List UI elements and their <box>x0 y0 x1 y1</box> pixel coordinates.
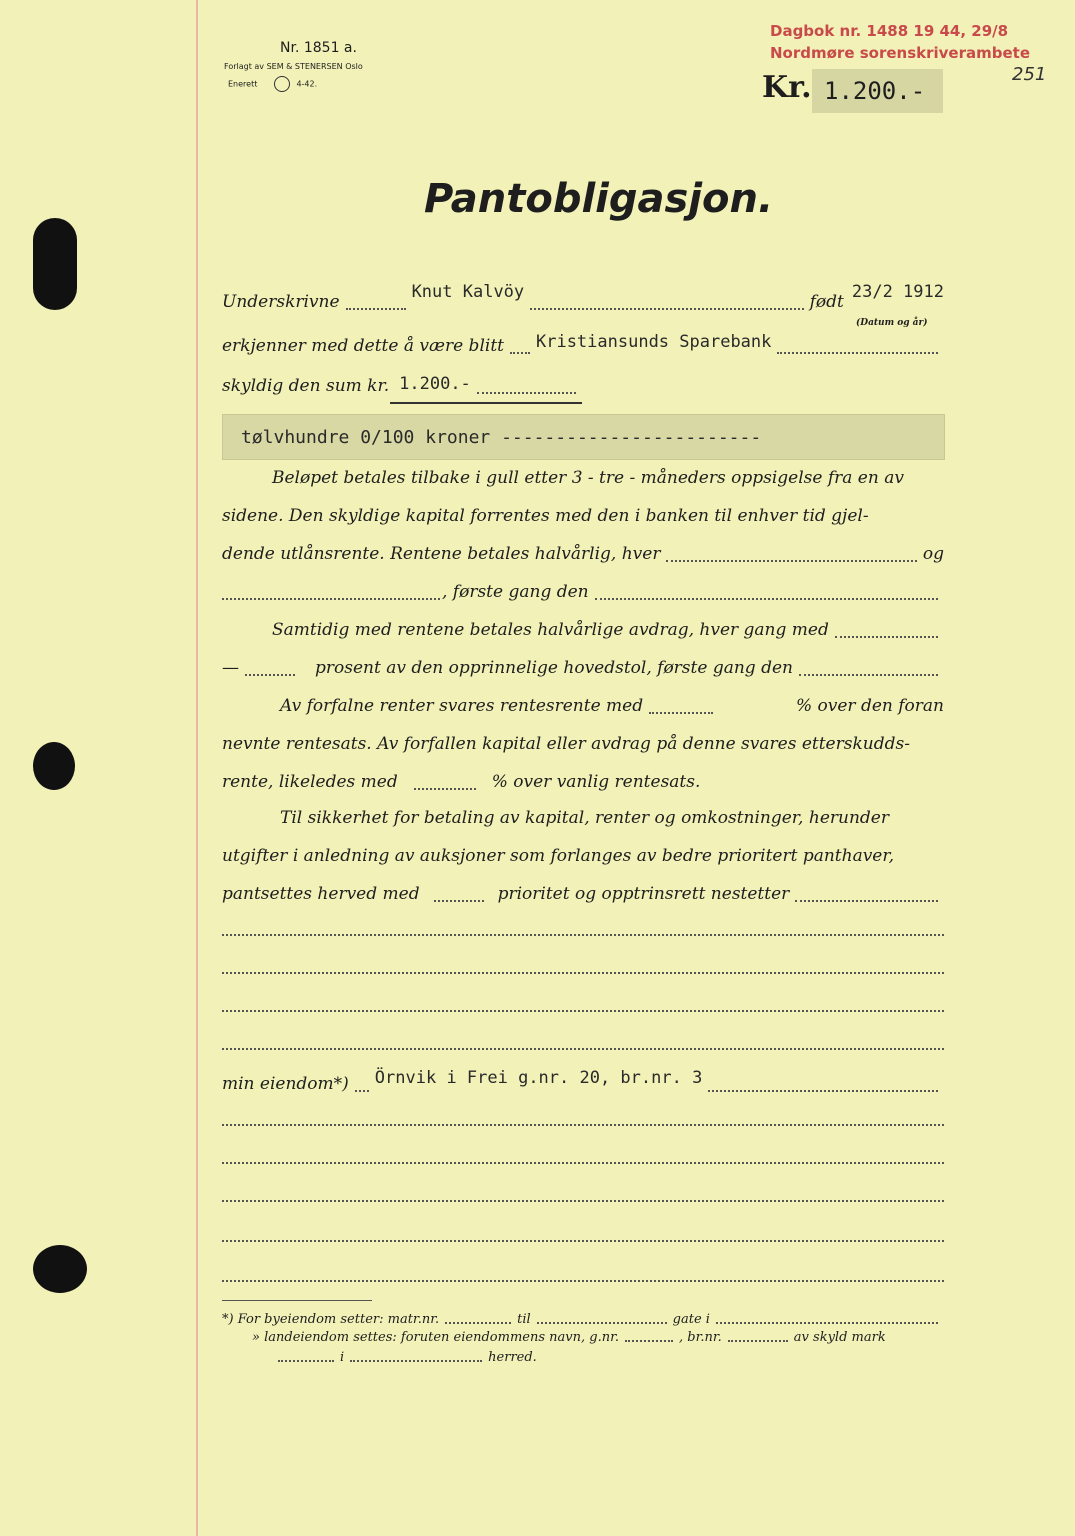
p1-line2: sidene. Den skyldige kapital forrentes med den i banken til enhver tid gjel- <box>222 506 869 526</box>
publisher-name: Forlagt av SEM & STENERSEN <box>224 62 346 71</box>
date-hint: (Datum og år) <box>856 318 928 328</box>
property-value: Örnvik i Frei g.nr. 20, br.nr. 3 <box>374 1068 703 1088</box>
publisher-line <box>224 62 363 71</box>
creditor-value: Kristiansunds Sparebank <box>535 332 772 352</box>
undersigned-row <box>222 282 944 316</box>
punch-hole-top <box>33 218 77 310</box>
footnote-l1c: gate i <box>672 1312 710 1327</box>
footnote-l1b: til <box>517 1312 531 1327</box>
publisher-rights: Enerett <box>228 79 258 89</box>
blank-line-4 <box>222 1048 944 1050</box>
footnote-l3a: i <box>340 1350 345 1365</box>
p3-line3 <box>222 768 944 796</box>
born-label: født <box>809 292 844 312</box>
property-row <box>222 1070 944 1098</box>
p4-line2: utgifter i anledning av auksjoner som forlanges av bedre prioritert panthaver, <box>222 846 895 866</box>
p3-line1 <box>280 692 944 720</box>
footnote-rule <box>222 1300 372 1301</box>
p2-line2 <box>222 654 944 682</box>
p1-line3-og: og <box>922 544 944 564</box>
court-stamp-suffix: ete <box>1002 44 1031 62</box>
p1-line1: Beløpet betales tilbake i gull etter 3 - tre - måneders oppsigelse fra en av <box>272 468 904 488</box>
publisher-city: Oslo <box>345 62 363 71</box>
publisher-line-2 <box>228 76 317 92</box>
blank-line-9 <box>222 1280 944 1282</box>
blank-line-6 <box>222 1162 944 1164</box>
court-stamp-text: Nordmøre sorenskriveramb <box>770 44 1003 62</box>
sum-row <box>222 372 582 400</box>
owe-label: skyldig den sum kr. <box>222 376 390 396</box>
document-title: Pantobligasjon. <box>424 176 774 222</box>
p2-line2-text: prosent av den opprinnelige hovedstol, første gang den <box>315 658 793 678</box>
blank-line-7 <box>222 1200 944 1202</box>
kr-label: Kr. <box>762 70 812 105</box>
footnote-l1a: *) For byeiendom setter: matr.nr. <box>222 1312 440 1327</box>
p1-line3-text: dende utlånsrente. Rentene betales halvårlig, hver <box>222 544 661 564</box>
amount-words-box <box>222 414 945 460</box>
p4-line3-text: pantsettes herved med <box>222 884 420 904</box>
form-number: Nr. 1851 a. <box>280 40 357 56</box>
born-value: 23/2 1912 <box>851 282 944 302</box>
p4-line3 <box>222 880 944 908</box>
margin-line <box>196 0 198 1536</box>
undersigned-value: Knut Kalvöy <box>411 282 525 302</box>
p1-line4-text: , første gang den <box>442 582 589 602</box>
publisher-logo-icon <box>274 76 290 92</box>
property-label: min eiendom*) <box>222 1074 349 1094</box>
footnote-line3 <box>278 1350 588 1365</box>
p1-line4 <box>222 578 944 606</box>
p3-line3-text: rente, likeledes med <box>222 772 398 792</box>
publisher-date: 4-42. <box>296 79 318 89</box>
blank-line-2 <box>222 972 944 974</box>
footnote-l2b: , br.nr. <box>679 1330 722 1345</box>
p3-line3-end: % over vanlig rentesats. <box>491 772 701 792</box>
p3-line1-text: Av forfalne renter svares rentesrente med <box>280 696 644 716</box>
footnote-l2a: » landeiendom settes: foruten eiendommens navn, g.nr. <box>252 1330 619 1345</box>
sum-underline <box>390 402 582 404</box>
amount-box <box>812 69 943 113</box>
blank-line-5 <box>222 1124 944 1126</box>
p3-line2: nevnte rentesats. Av forfallen kapital eller avdrag på denne svares etterskudds- <box>222 734 910 754</box>
blank-line-3 <box>222 1010 944 1012</box>
punch-hole-middle <box>33 742 75 790</box>
court-stamp <box>770 44 1030 62</box>
undersigned-label: Underskrivne <box>222 292 340 312</box>
acknowledge-label: erkjenner med dette å være blitt <box>222 336 504 356</box>
footnote-line2 <box>252 1330 944 1345</box>
p4-line3-mid: prioritet og opptrinsrett nestetter <box>497 884 790 904</box>
p3-line1-end: % over den foran <box>795 696 944 716</box>
p2-line1 <box>272 616 944 644</box>
blank-line-8 <box>222 1240 944 1242</box>
footnote-l3b: herred. <box>488 1350 537 1365</box>
p2-line1-text: Samtidig med rentene betales halvårlige avdrag, hver gang med <box>272 620 829 640</box>
creditor-row <box>222 332 944 360</box>
p1-line3 <box>222 540 944 568</box>
diary-stamp: Dagbok nr. 1488 19 44, 29/8 <box>770 22 1009 40</box>
folio-number: 251 <box>1012 64 1047 85</box>
footnote-l2c: av skyld mark <box>793 1330 886 1345</box>
footnote-line1 <box>222 1312 944 1327</box>
p4-line1: Til sikkerhet for betaling av kapital, renter og omkostninger, herunder <box>280 808 889 828</box>
amount-box-value: 1.200.- <box>824 77 926 105</box>
blank-line-1 <box>222 934 944 936</box>
p2-line2-dash: — <box>222 658 239 678</box>
punch-hole-bottom <box>33 1245 87 1293</box>
amount-words: tølvhundre 0/100 kroner ------------------------ <box>241 427 762 448</box>
sum-value: 1.200.- <box>399 374 471 394</box>
